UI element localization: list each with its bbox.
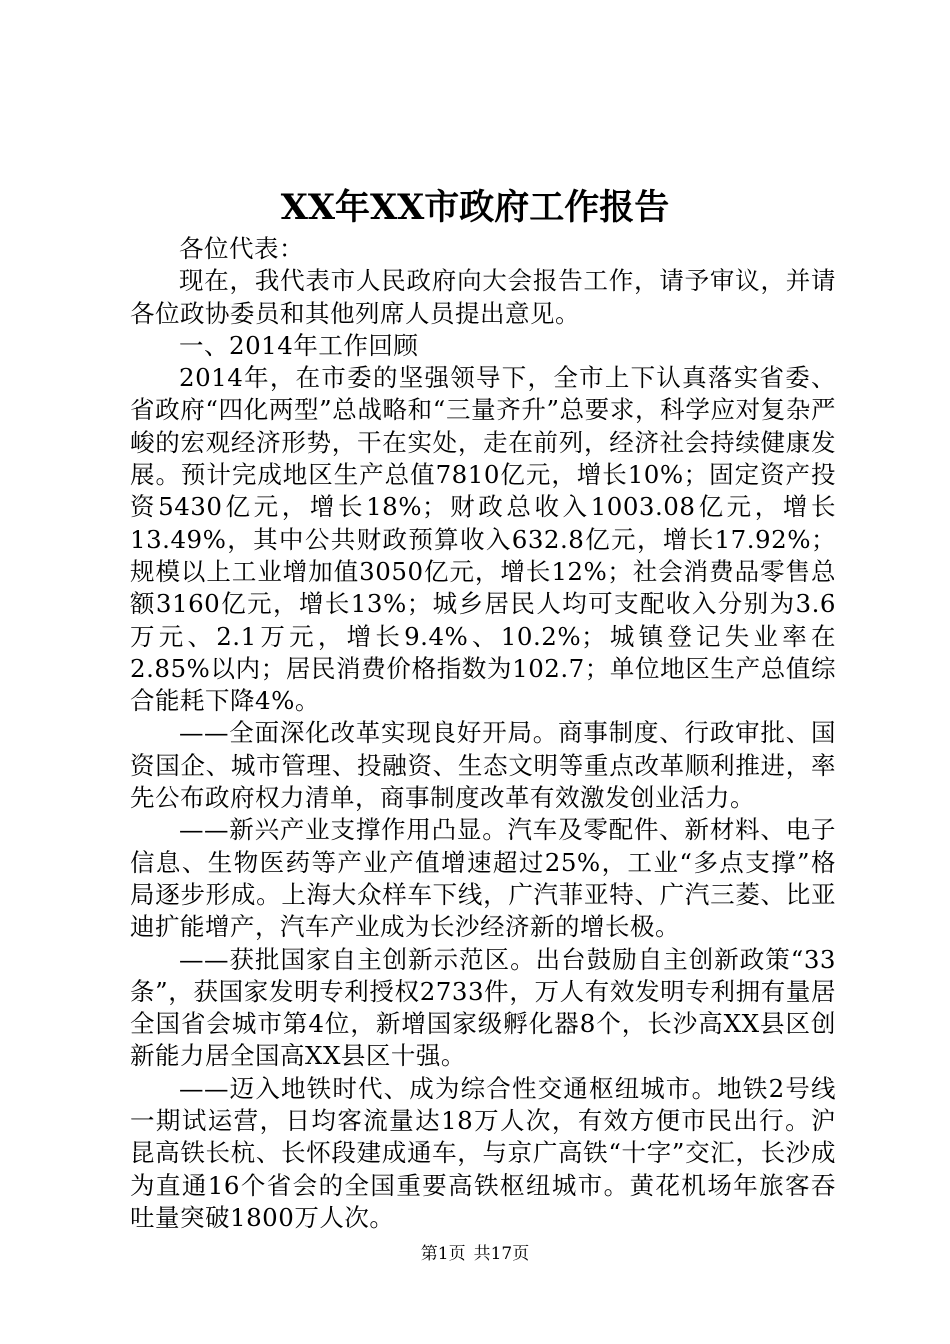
- paragraph-intro: 现在，我代表市人民政府向大会报告工作，请予审议，并请各位政协委员和其他列席人员提出意见。: [130, 266, 836, 328]
- document-body: [130, 233, 836, 1234]
- paragraph-innovation: ——获批国家自主创新示范区。出台鼓励自主创新政策“33条”，获国家发明专利授权2733件，万人有效发明专利拥有量居全国省会城市第4位，新增国家级孵化器8个，长沙高XX县区创新能力居全国高XX县区十强。: [130, 944, 836, 1071]
- paragraph-transport: ——迈入地铁时代、成为综合性交通枢纽城市。地铁2号线一期试运营，日均客流量达18万人次，有效方便市民出行。沪昆高铁长杭、长怀段建成通车，与京广高铁“十字”交汇，长沙成为直通16个省会的全国重要高铁枢纽城市。黄花机场年旅客吞吐量突破1800万人次。: [130, 1073, 836, 1232]
- paragraph-overview: 2014年，在市委的坚强领导下，全市上下认真落实省委、省政府“四化两型”总战略和“三量齐升”总要求，科学应对复杂严峻的宏观经济形势，干在实处，走在前列，经济社会持续健康发展。预计完成地区生产总值7810亿元，增长10%；固定资产投资5430亿元，增长18%；财政总收入1003.08亿元，增长13.49%，其中公共财政预算收入632.8亿元，增长17.92%；规模以上工业增加值3050亿元，增长12%；社会消费品零售总额3160亿元，增长13%；城乡居民人均可支配收入分别为3.6万元、2.1万元，增长9.4%、10.2%；城镇登记失业率在2.85%以内；居民消费价格指数为102.7；单位地区生产总值综合能耗下降4%。: [130, 363, 836, 716]
- salutation: 各位代表：: [179, 234, 304, 263]
- document-title: XX年XX市政府工作报告: [280, 187, 670, 228]
- page-number: 第1页: [420, 1244, 466, 1264]
- section-heading: 一、2014年工作回顾: [179, 330, 419, 360]
- page-footer: [0, 1243, 950, 1265]
- paragraph-reform: ——全面深化改革实现良好开局。商事制度、行政审批、国资国企、城市管理、投融资、生态文明等重点改革顺利推进，率先公布政府权力清单，商事制度改革有效激发创业活力。: [130, 718, 836, 813]
- paragraph-industry: ——新兴产业支撑作用凸显。汽车及零配件、新材料、电子信息、生物医药等产业产值增速超过25%，工业“多点支撑”格局逐步形成。上海大众样车下线，广汽菲亚特、广汽三菱、比亚迪扩能增产，汽车产业成为长沙经济新的增长极。: [130, 815, 836, 942]
- page-total: 共17页: [473, 1244, 530, 1264]
